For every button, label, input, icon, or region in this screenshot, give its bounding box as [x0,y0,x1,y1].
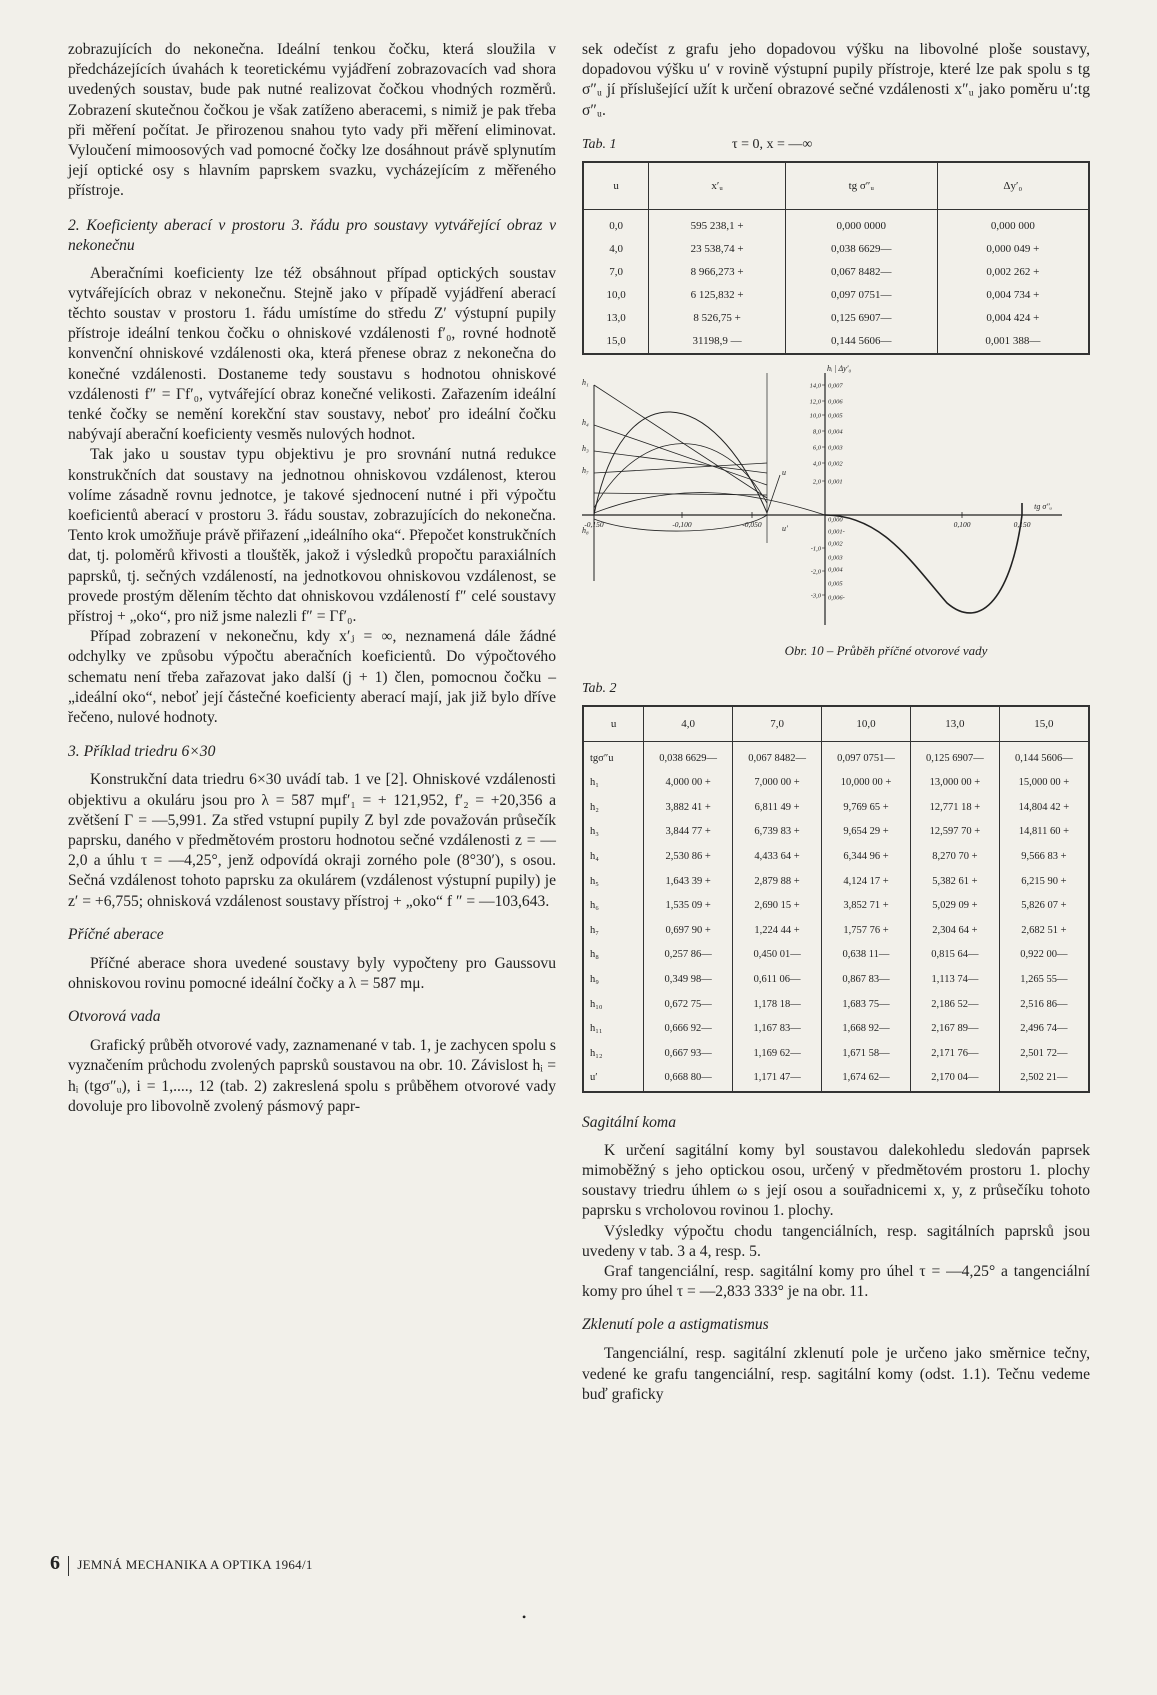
tab2-cell: 0,672 75— [644,992,733,1017]
tab2-cell: 1,674 62— [822,1066,911,1092]
tab1-cell: 0,144 5606— [785,330,937,354]
tab2-cell: 0,922 00— [999,943,1089,968]
tab2-cell: 2,879 88 + [733,869,822,894]
tab2-cell: h₃ [583,820,644,845]
sagitalni-koma-paragraph-2: Výsledky výpočtu chodu tangenciálních, resp. sagitálních paprsků jsou uvedeny v tab. 3 a 4, resp. 5. [582,1222,1090,1260]
y-tick-dy-label: 0,002 [828,460,843,468]
tab1-row [583,261,1089,284]
tab2-cell: 1,178 18— [733,992,822,1017]
tab2-cell: h₉ [583,968,644,993]
tab2-cell: 3,852 71 + [822,894,911,919]
section-2-paragraph-1: Aberačními koeficienty lze též obsáhnout případ optických soustav vytvářejících obraz v nekonečnu. Stejně jako v případě vyjádření aberací těchto soustav v prostoru 1. řádu umístíme do středu Z′ výstupní pupily přístroje ideální tenkou čočku o ohniskové vzdálenosti f′₀, rovné hodnotě konvenční ohniskové vzdálenosti oka, která přenese obraz z nekonečna do konečné vzdálenosti. Dostaneme tedy soustavu s hodnotou ohniskové vzdálenosti f″ = Γf′₀, vytvářející obraz konečné velikosti. Zařazením ideální tenké čočky se nemění korekční stav soustavy, neboť pro ideální čočku nabývají aberační koeficienty vesměs nulových hodnot. [68,264,556,444]
sagitalni-koma-paragraph-3: Graf tangenciální, resp. sagitální komy pro úhel τ = —4,25° a tangenciální komy pro úhel τ = —2,833 333° je na obr. 11. [582,1262,1090,1301]
tab1-cell: 595 238,1 + [649,210,786,239]
tab2-cell: 12,771 18 + [910,796,999,821]
tab1-cell: 0,125 6907— [785,307,937,330]
y-tick-dy-label: 0,003 [828,554,843,562]
tab2-cell: 13,000 00 + [910,771,999,796]
tab2-cell: 1,224 44 + [733,919,822,944]
tab2-row [583,894,1089,919]
tab2-cell: tgσ″u [583,742,644,771]
tab2-cell: 4,000 00 + [644,771,733,796]
tab2-cell: 2,501 72— [999,1042,1089,1067]
x-tick-label: 0,150 [1013,520,1031,530]
tab2-row [583,845,1089,870]
tab2-cell: 6,344 96 + [822,845,911,870]
tab2-row [583,869,1089,894]
tab2-cell: 3,882 41 + [644,796,733,821]
tab2-cell: 0,667 93— [644,1042,733,1067]
tab2-cell: 0,125 6907— [910,742,999,771]
x-tick-label: -0,050 [742,520,762,530]
tab1-cell: 31198,9 — [649,330,786,354]
tab2-cell: 1,683 75— [822,992,911,1017]
tab2-row [583,1017,1089,1042]
ray-line [594,385,767,498]
tab2-header-cell: 10,0 [822,706,911,742]
y-tick-h-label: 14,0 [809,382,821,390]
left-axis-label: h₁ [582,378,589,388]
right-intro-paragraph: sek odečíst z grafu jeho dopadovou výšku na libovolné ploše soustavy, dopadovou výšku u′ v rovině výstupní pupily přístroje, které lze pak spolu s tg σ″ᵤ jí příslušející užít k určení obrazové sečné vzdálenosti x″ᵤ jako poměru u′:tg σ″ᵤ. [582,41,1090,119]
tab2-cell: 1,668 92— [822,1017,911,1042]
tab2-cell: 0,668 80— [644,1066,733,1092]
tab2-cell: 0,815 64— [910,943,999,968]
tab2-body [583,742,1089,1092]
tab1-cell: 0,097 0751— [785,284,937,307]
tab2-cell: 1,169 62— [733,1042,822,1067]
tab2-cell: 2,170 04— [910,1066,999,1092]
left-axis-label: h₇ [582,466,589,476]
y-tick-dy-label: 0,000 [828,516,843,524]
tab1-row [583,284,1089,307]
left-axis-label: h₃ [582,444,589,454]
tab1-label: Tab. 1 [582,136,617,152]
y-axis-label: hᵢ | Δy′₀ [827,364,852,374]
tab2-cell: h₇ [583,919,644,944]
zklenuti-paragraph: Tangenciální, resp. sagitální zklenutí pole je určeno jako směrnice tečny, vedené ke grafu tangenciální, resp. sagitální komy (odst. 1.1). Tečnu vedeme buď graficky [582,1345,1090,1403]
tab2-cell: h₈ [583,943,644,968]
tab1-cell: 4,0 [583,238,649,261]
tab1-condition: τ = 0, x = —∞ [732,136,813,152]
tab2-cell: 1,671 58— [822,1042,911,1067]
otvorova-vada-heading: Otvorová vada [68,1008,161,1026]
pricne-aberace-paragraph: Příčné aberace shora uvedené soustavy byly vypočteny pro Gaussovu ohniskovou rovinu pomocné ideální čočky a λ = 587 mμ. [68,954,556,992]
tab1-col-dy: Δy′₀ [937,162,1089,210]
sagitalni-koma-heading: Sagitální koma [582,1113,676,1131]
page-number: 6 [50,1552,61,1574]
tab1-cell: 8 526,75 + [649,307,786,330]
otvorova-vada-paragraph: Grafický průběh otvorové vady, zaznamenané v tab. 1, je zachycen spolu s vyznačením průchodu zvolených paprsků soustavou na obr. 10. Závislost hᵢ = hᵢ (tgσ″ᵤ), i = 1,...., 12 (tab. 2) zakreslená spolu s průběhem otvorové vady dovoluje pro libovolně zvolený pásmový papr- [68,1037,556,1115]
section-2-paragraph-3: Případ zobrazení v nekonečnu, kdy x′ⱼ = ∞, neznamená dále žádné odchylky ve způsobu výpočtu aberačních koeficientů. Do výpočtového schematu není třeba zařazovat jako další (j + 1) člen, pomocnou čočku – „ideální oko“, neboť její částečné koeficienty aberací mají, jak již bylo dříve řečeno, nulové hodnoty. [68,628,556,727]
tab2-cell: h₁ [583,771,644,796]
ray-line [594,451,767,473]
tab2-cell: 9,769 65 + [822,796,911,821]
x-axis-label: tg σ″ᵤ [1034,502,1052,512]
tab2-header-cell: u [583,706,644,742]
tab1-cell: 8 966,273 + [649,261,786,284]
tab2-cell: 2,682 51 + [999,919,1089,944]
tab1-cell: 23 538,74 + [649,238,786,261]
tab1-cell: 0,001 388— [937,330,1089,354]
tab2-cell: 1,535 09 + [644,894,733,919]
tab2-row [583,820,1089,845]
tab2-cell: 1,265 55— [999,968,1089,993]
tab2-cell: 2,516 86— [999,992,1089,1017]
tab2-cell: 1,113 74— [910,968,999,993]
tab2-cell: 1,643 39 + [644,869,733,894]
right-column [582,40,1090,1405]
tab1-cell: 15,0 [583,330,649,354]
tab2-cell: 6,739 83 + [733,820,822,845]
tab2-cell: 6,215 90 + [999,869,1089,894]
u-prime-label: u′ [782,524,788,534]
tab1-cell: 13,0 [583,307,649,330]
y-tick-h-label: 8,0 [812,428,821,436]
left-column [68,40,556,1117]
intro-paragraph: zobrazujících do nekonečna. Ideální tenkou čočku, která sloužila v předcházejících úvahách k teoretickému vyjádření zobrazovacích vad shora uvedených soustav, bude pak nutné realizovat čočkou vhodných rozměrů. Zobrazení skutečnou čočkou je však zatíženo aberacemi, s nimiž je pak třeba při měření počítat. Je přirozenou snahou tyto vady při měření eliminovat. Vyloučení mimoosových vad pomocné čočky lze dosáhnout právě splynutím její optické osy s hlavním paprskem svazku, vycházejícím z měřeného přístroje. [68,41,556,200]
u-label: u [782,468,786,478]
pricne-aberace-heading: Příčné aberace [68,925,164,943]
tab2-cell: 12,597 70 + [910,820,999,845]
h-curve [594,412,767,515]
tab1-cell: 0,004 424 + [937,307,1089,330]
tab2-cell: 5,826 07 + [999,894,1089,919]
x-tick-label: 0,100 [953,520,971,530]
tab2-row [583,1042,1089,1067]
tab2-cell: h₁₀ [583,992,644,1017]
tab2-cell: 2,167 89— [910,1017,999,1042]
tab1-cell: 0,067 8482— [785,261,937,284]
y-tick-h-label: 10,0 [809,412,821,420]
tab2-cell: 2,690 15 + [733,894,822,919]
y-tick-dy-label: 0,005 [828,412,843,420]
left-axis-label: h₄ [582,418,589,428]
zklenuti-heading: Zklenutí pole a astigmatismus [582,1316,769,1334]
tab2-cell: 2,530 86 + [644,845,733,870]
tab2-cell: 7,000 00 + [733,771,822,796]
tab2-row [583,919,1089,944]
tab2-row [583,796,1089,821]
tab2-row [583,742,1089,771]
tab2-cell: 14,804 42 + [999,796,1089,821]
tab1-cell: 0,0 [583,210,649,239]
y-tick-dy-label: 0,005 [828,580,843,588]
figure-10 [582,363,1082,633]
tab2-cell: 4,433 64 + [733,845,822,870]
tab2-cell: 1,167 83— [733,1017,822,1042]
tab2-cell: 2,496 74— [999,1017,1089,1042]
tab2-cell: 3,844 77 + [644,820,733,845]
tab2-cell: 9,566 83 + [999,845,1089,870]
y-tick-h-label: -3,0 [810,592,821,600]
y-tick-dy-label: 0,006- [828,594,845,602]
y-tick-h-label: -2,0 [810,568,821,576]
tab2-cell: 15,000 00 + [999,771,1089,796]
table-2 [582,705,1090,1092]
tab1-col-x: x′ᵤ [649,162,786,210]
tab1-cell: 7,0 [583,261,649,284]
figure-10-caption: Obr. 10 – Průběh příčné otvorové vady [784,643,988,659]
tab2-head-row [583,706,1089,742]
tab2-cell: 0,666 92— [644,1017,733,1042]
tab2-cell: 0,144 5606— [999,742,1089,771]
y-tick-dy-label: 0,006 [828,398,843,406]
section-3-heading: 3. Příklad triedru 6×30 [68,743,216,761]
tab1-row [583,330,1089,354]
tab1-cell: 0,004 734 + [937,284,1089,307]
tab2-header-cell: 15,0 [999,706,1089,742]
tab1-row [583,210,1089,239]
tab2-cell: h₂ [583,796,644,821]
tab2-cell: 6,811 49 + [733,796,822,821]
tab1-cell: 0,000 0000 [785,210,937,239]
tab1-cell: 0,000 049 + [937,238,1089,261]
section-3-paragraph: Konstrukční data triedru 6×30 uvádí tab. 1 ve [2]. Ohniskové vzdálenosti objektivu a okuláru jsou pro λ = 587 mμf′₁ = + 121,952, f′₂ = +20,356 a zvětšení Γ = —5,991. Za střed vstupní pupily Z byl zde považován průsečík paprsku, daného v předmětovém prostoru hodnotou sečné vzdálenosti z = — 2,0 a úhlu τ = —4,25°, jenž odpovídá okraji zorného pole (8°30′), s osou. Sečná vzdálenost tohoto paprsku za okulárem (vzdálenost výstupní pupily) je z′ = +6,755; ohnisková vzdálenost soustavy přístroj + „oko“ f ″ = —103,643. [68,771,556,910]
tab2-row [583,1066,1089,1092]
y-tick-dy-label: 0,002 [828,540,843,548]
tab2-cell: 9,654 29 + [822,820,911,845]
tab2-cell: 4,124 17 + [822,869,911,894]
tab2-cell: 0,867 83— [822,968,911,993]
tab2-cell: h₅ [583,869,644,894]
tab2-cell: 0,038 6629— [644,742,733,771]
tab2-cell: 10,000 00 + [822,771,911,796]
tab2-cell: 8,270 70 + [910,845,999,870]
footer-separator [68,1556,69,1576]
page-footer [50,1552,313,1576]
journal-name: JEMNÁ MECHANIKA A OPTIKA 1964/1 [77,1557,313,1572]
h-curve [594,493,825,515]
y-tick-h-label: 2,0 [812,478,821,486]
y-tick-dy-label: 0,004 [828,428,843,436]
tab2-cell: 0,067 8482— [733,742,822,771]
tab2-header [582,679,1090,699]
tab2-cell: 0,257 86— [644,943,733,968]
left-axis-label: h₈ [582,526,589,536]
x-tick-label: -0,150 [584,520,604,530]
y-tick-h-label: -1,0 [810,545,821,553]
aberration-curve [825,503,1022,613]
sagitalni-koma-paragraph-1: K určení sagitální komy byl soustavou dalekohledu sledován paprsek mimoběžný s jeho optickou osou, určený v předmětovém prostoru 1. plochy soustavy triedru úhlem ω s její osou a souřadnicemi x, y, z průsečíku tohoto paprsku s vrcholovou rovinou 1. plochy. [582,1141,1090,1220]
y-tick-h-label: 12,0 [809,398,821,406]
y-tick-dy-label: 0,007 [828,382,843,390]
tab2-header-cell: 13,0 [910,706,999,742]
tab1-cell: 0,002 262 + [937,261,1089,284]
tab1-col-tg: tg σ″ᵤ [785,162,937,210]
table-1 [582,161,1090,355]
tab2-cell: 0,697 90 + [644,919,733,944]
tab1-cell: 0,000 000 [937,210,1089,239]
tab2-row [583,992,1089,1017]
tab1-row [583,238,1089,261]
x-tick-label: -0,100 [672,520,692,530]
u-line [767,475,780,513]
tab2-row [583,943,1089,968]
tab2-cell: 0,638 11— [822,943,911,968]
tab2-cell: 0,097 0751— [822,742,911,771]
tab1-cell: 6 125,832 + [649,284,786,307]
y-tick-dy-label: 0,003 [828,444,843,452]
tab1-header [582,135,1090,155]
y-tick-dy-label: 0,004 [828,566,843,574]
tab2-cell: 0,349 98— [644,968,733,993]
tab2-header-cell: 4,0 [644,706,733,742]
tab2-row [583,771,1089,796]
section-2-paragraph-2: Tak jako u soustav typu objektivu je pro srovnání nutná redukce konstrukčních dat soustavy na jednotnou ohniskovou vzdálenost, kterou volíme zásadně rovnu jednotce, je takové sjednocení nutné i při výpočtu koeficientů aberací v prostoru 3. řádu soustav, zobrazujících do nekonečna. Tento krok umožňuje právě přiřazení „ideálního oka“. Přepočet konstrukčních dat, tj. poloměrů křivosti a tlouštěk, jakož i výsledků propočtu paraxiálních paprsků, tj. sečných vzdáleností, na jednotkovou ohniskovou vzdálenost, se provede prostým dělením těchto dat ohniskovou vzdáleností f″ celé soustavy přístroj + „oko“, pro niž jsme nalezli f″ = Γf′₀. [68,446,556,626]
tab2-cell: h₆ [583,894,644,919]
tab2-cell: 5,029 09 + [910,894,999,919]
y-tick-dy-label: 0,001- [828,528,845,536]
section-2-heading: 2. Koeficienty aberací v prostoru 3. řádu pro soustavy vytvářející obraz v nekonečnu [68,216,556,254]
tab2-header-cell: 7,0 [733,706,822,742]
tab2-cell: h₄ [583,845,644,870]
tab1-cell: 10,0 [583,284,649,307]
tab2-cell: 2,502 21— [999,1066,1089,1092]
tab2-cell: h₁₂ [583,1042,644,1067]
tab1-cell: 0,038 6629— [785,238,937,261]
y-tick-dy-label: 0,001 [828,478,843,486]
y-tick-h-label: 6,0 [812,444,821,452]
tab2-cell: 1,171 47— [733,1066,822,1092]
stray-mark: • [522,1610,527,1624]
tab2-row [583,968,1089,993]
ray-line [594,425,767,485]
tab2-cell: 2,171 76— [910,1042,999,1067]
tab1-body [583,210,1089,355]
tab1-col-u: u [583,162,649,210]
tab1-row [583,307,1089,330]
tab2-cell: 2,304 64 + [910,919,999,944]
tab2-cell: h₁₁ [583,1017,644,1042]
tab2-label: Tab. 2 [582,681,617,697]
tab2-cell: 5,382 61 + [910,869,999,894]
tab2-cell: 2,186 52— [910,992,999,1017]
tab2-cell: 0,611 06— [733,968,822,993]
tab2-cell: 14,811 60 + [999,820,1089,845]
y-tick-h-label: 4,0 [812,460,821,468]
tab2-cell: u′ [583,1066,644,1092]
tab2-cell: 0,450 01— [733,943,822,968]
tab2-cell: 1,757 76 + [822,919,911,944]
